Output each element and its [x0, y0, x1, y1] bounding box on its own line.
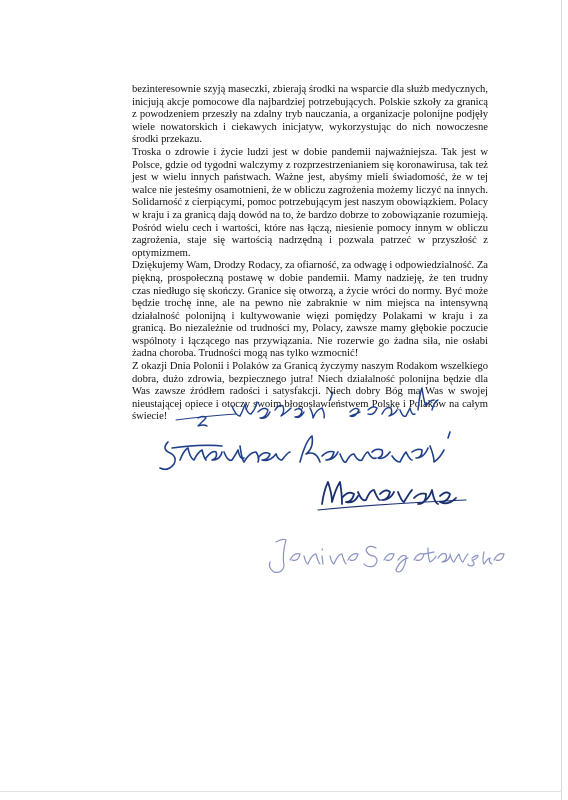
- signature-signer-3: [270, 539, 505, 572]
- paragraph-3: Dziękujemy Wam, Drodzy Rodacy, za ofiarność, za odwagę i odpowiedzialność. Za piękną, prospołeczną postawę w dobie pandemii. Mamy nadzieję, że ten trudny czas niedługo się skończy. Granice się otworzą, a życie wróci do normy. Być może będzie trochę inne, ale na pewno nie zabraknie w nim miejsca na intensywną działalność polonijną i kultywowanie więzi pomiędzy Polakami w kraju i za granicą. Bo niezależnie od trudności my, Polacy, zawsze mamy głębokie poczucie wspólnoty i łączącego nas przywiązania. Nie rozerwie go żadna siła, nie osłabi żadna choroba. Trudności mogą nas tylko wzmocnić!: [132, 260, 488, 360]
- letter-body: [132, 84, 488, 424]
- signature-signer-2: [318, 482, 466, 510]
- paragraph-2: Troska o zdrowie i życie ludzi jest w dobie pandemii najważniejsza. Tak jest w Polsce, gdzie od tygodni walczymy z rozprzestrzenianiem się koronawirusa, tak też jest w wielu innych państwach. Ważne jest, abyśmy mieli świadomość, że w tej walce nie jesteśmy osamotnieni, że w obliczu zagrożenia możemy liczyć na innych. Solidarność z cierpiącymi, pomoc potrzebującym jest naszym obowiązkiem. Polacy w kraju i za granicą dają dowód na to, że bardzo dobrze to zobowiązanie rozumieją. Pośród wielu cech i wartości, które nas łączą, niesienie pomocy innym w obliczu zagrożenia, staje się wartością nadrzędną i pozwala patrzeć w przyszłość z optymizmem.: [132, 146, 488, 259]
- page-edge-right: [561, 0, 562, 800]
- signature-signer-1: [160, 432, 450, 469]
- paragraph-1: bezinteresownie szyją maseczki, zbierają środki na wsparcie dla służb medycznych, inicjują akcje pomocowe dla najbardziej potrzebujących. Polskie szkoły za granicą z powodzeniem przeszły na zdalny tryb nauczania, a organizacje polonijne podjęły wiele nowatorskich i ciekawych inicjatyw, wykorzystując do nich nowoczesne środki przekazu.: [132, 84, 488, 146]
- page-edge-bottom: [0, 791, 562, 792]
- paragraph-4: Z okazji Dnia Polonii i Polaków za Granicą życzymy naszym Rodakom wszelkiego dobra, dużo zdrowia, bezpiecznego jutra! Niech działalność polonijna będzie dla Was zawsze źródłem radości i satysfakcji. Niech dobry Bóg ma Was w swojej nieustającej opiece i otoczy swoim błogosławieństwem Polskę i Polaków na całym świecie!: [132, 361, 488, 423]
